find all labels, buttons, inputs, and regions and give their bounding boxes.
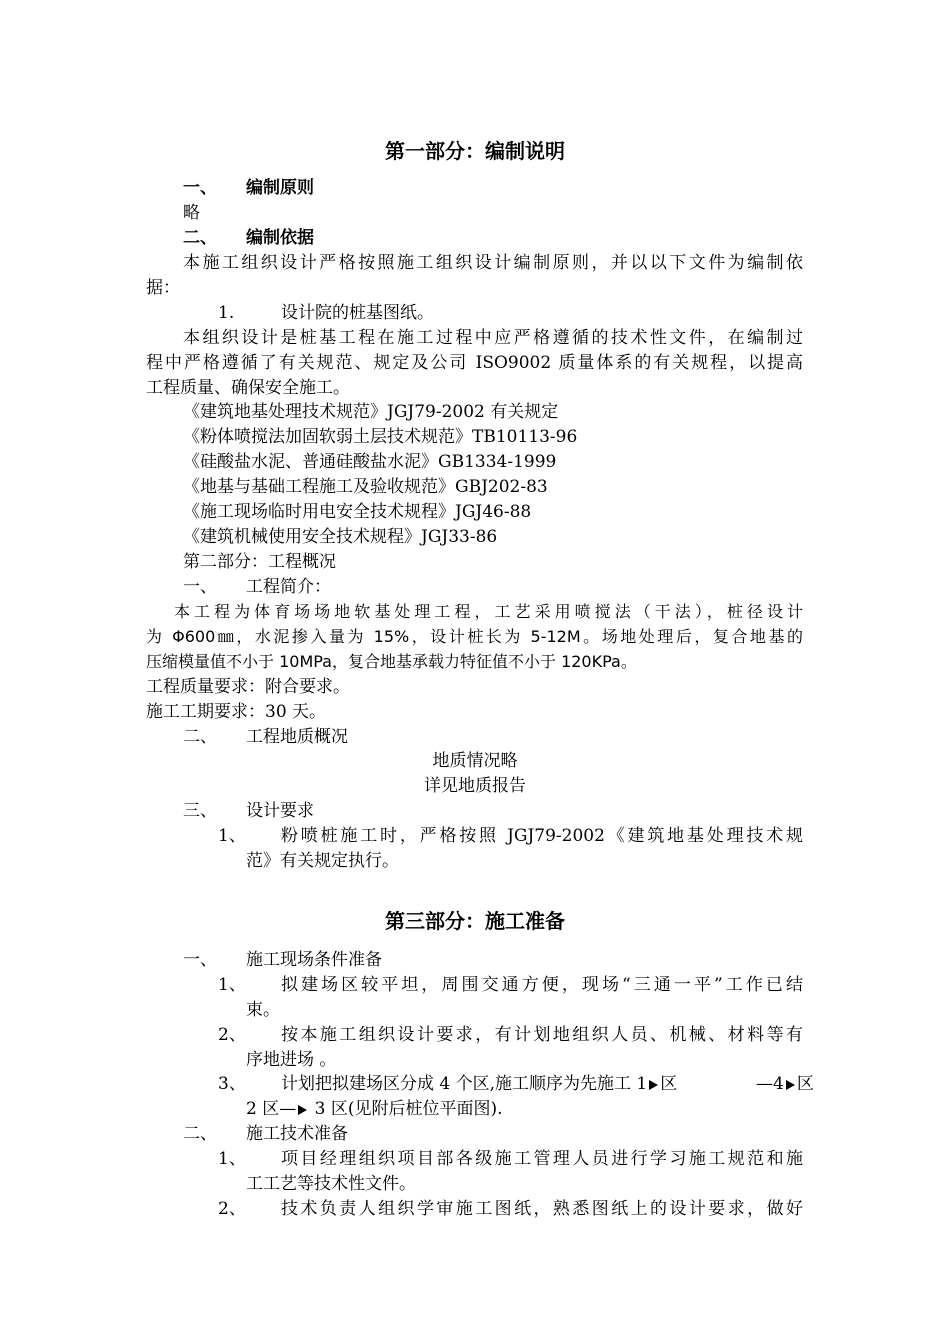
reference-item: 《粉体喷搅法加固软弱土层技术规范》TB10113-96 (183, 427, 578, 447)
list-item-text: 粉喷桩施工时，严格按照 JGJ79-2002《建筑地基处理技术规 (281, 826, 803, 846)
list-item-text: 项目经理组织项目部各级施工管理人员进行学习施工规范和施 (281, 1149, 803, 1169)
reference-item: 《地基与基础工程施工及验收规范》GBJ202-83 (183, 477, 548, 497)
part1-s1-num: 一、 (183, 178, 217, 198)
list-item-text: 按本施工组织设计要求，有计划地组织人员、机械、材料等有 (281, 1025, 803, 1045)
list-item-text: 束。 (246, 1000, 280, 1020)
paragraph-line: 本工程为体育场场地软基处理工程，工艺采用喷搅法（干法），桩径设计 (174, 602, 803, 621)
arrow-right-icon (649, 1080, 658, 1090)
part2-s2-num: 二、 (183, 727, 217, 747)
part1-s1-body: 略 (183, 203, 200, 223)
list-item-text: 设计院的桩基图纸。 (281, 303, 434, 323)
part2-title: 第二部分：工程概况 (183, 552, 336, 572)
list-item-num: 1、 (218, 1149, 246, 1169)
part2-s1-title: 工程简介： (246, 577, 331, 597)
part3-s1-num: 一、 (183, 950, 217, 970)
list-item-text (281, 1072, 677, 1096)
list-item-text: 拟建场区较平坦，周围交通方便，现场“三通一平”工作已结 (281, 975, 803, 995)
period-requirement: 施工工期要求：30 天。 (146, 702, 327, 722)
paragraph-line: 为 Φ600㎜，水泥掺入量为 15%，设计桩长为 5-12M。场地处理后，复合地基的 (146, 627, 803, 646)
list-item-text: 技术负责人组织学审施工图纸，熟悉图纸上的设计要求，做好 (281, 1199, 803, 1219)
reference-item: 《施工现场临时用电安全技术规程》JGJ46-88 (183, 502, 532, 522)
paragraph-line: 本组织设计是桩基工程在施工过程中应严格遵循的技术性文件，在编制过 (183, 328, 803, 348)
sequence-text: 区 (796, 1074, 814, 1094)
sequence-text: 2 区— (246, 1099, 297, 1119)
part1-s2-num: 二、 (183, 228, 217, 248)
geology-note: 地质情况略 (432, 751, 518, 771)
paragraph-line: 据： (146, 278, 180, 298)
sequence-text: —4 (756, 1074, 784, 1094)
part2-s3-num: 三、 (183, 801, 217, 821)
list-item-num: 1、 (218, 975, 246, 995)
arrow-right-icon (298, 1105, 307, 1115)
part2-s2-title: 工程地质概况 (246, 727, 348, 747)
list-item-text (246, 1097, 503, 1121)
quality-requirement: 工程质量要求：附合要求。 (146, 677, 350, 697)
part1-title: 第一部分：编制说明 (385, 139, 565, 163)
paragraph-line: 工程质量、确保安全施工。 (146, 378, 350, 398)
list-item-text: 工工艺等技术性文件。 (246, 1174, 416, 1194)
list-item-num: 1. (218, 303, 235, 323)
part1-s1-title: 编制原则 (246, 178, 314, 198)
sequence-text: 3 区(见附后桩位平面图). (314, 1099, 503, 1119)
part2-s1-num: 一、 (183, 577, 217, 597)
list-item-num: 1、 (218, 826, 246, 846)
reference-item: 《建筑机械使用安全技术规程》JGJ33-86 (183, 527, 498, 547)
geology-note: 详见地质报告 (424, 776, 526, 796)
paragraph-line: 本施工组织设计严格按照施工组织设计编制原则，并以以下文件为编制依 (183, 253, 803, 273)
list-item-text: 序地进场 。 (246, 1050, 337, 1070)
paragraph-line: 压缩模量值不小于 10MPa，复合地基承载力特征值不小于 120KPa。 (146, 652, 637, 671)
list-item-num: 3、 (218, 1074, 246, 1094)
part2-s3-title: 设计要求 (246, 801, 314, 821)
part3-s1-title: 施工现场条件准备 (246, 950, 382, 970)
part3-title: 第三部分：施工准备 (385, 909, 565, 933)
list-item-text: 范》有关规定执行。 (246, 851, 399, 871)
sequence-text: 计划把拟建场区分成 4 个区,施工顺序为先施工 1 (281, 1074, 648, 1094)
reference-item: 《硅酸盐水泥、普通硅酸盐水泥》GB1334-1999 (183, 452, 557, 472)
list-item-num: 2、 (218, 1199, 246, 1219)
sequence-text: 区 (660, 1074, 678, 1094)
part3-s2-title: 施工技术准备 (246, 1124, 348, 1144)
list-item-text (756, 1072, 814, 1096)
part3-s2-num: 二、 (183, 1124, 217, 1144)
part1-s2-title: 编制依据 (246, 228, 314, 248)
list-item-num: 2、 (218, 1025, 246, 1045)
arrow-right-icon (786, 1080, 795, 1090)
paragraph-line: 程中严格遵循了有关规范、规定及公司 ISO9002 质量体系的有关规程，以提高 (146, 353, 803, 373)
reference-item: 《建筑地基处理技术规范》JGJ79-2002 有关规定 (183, 402, 559, 422)
